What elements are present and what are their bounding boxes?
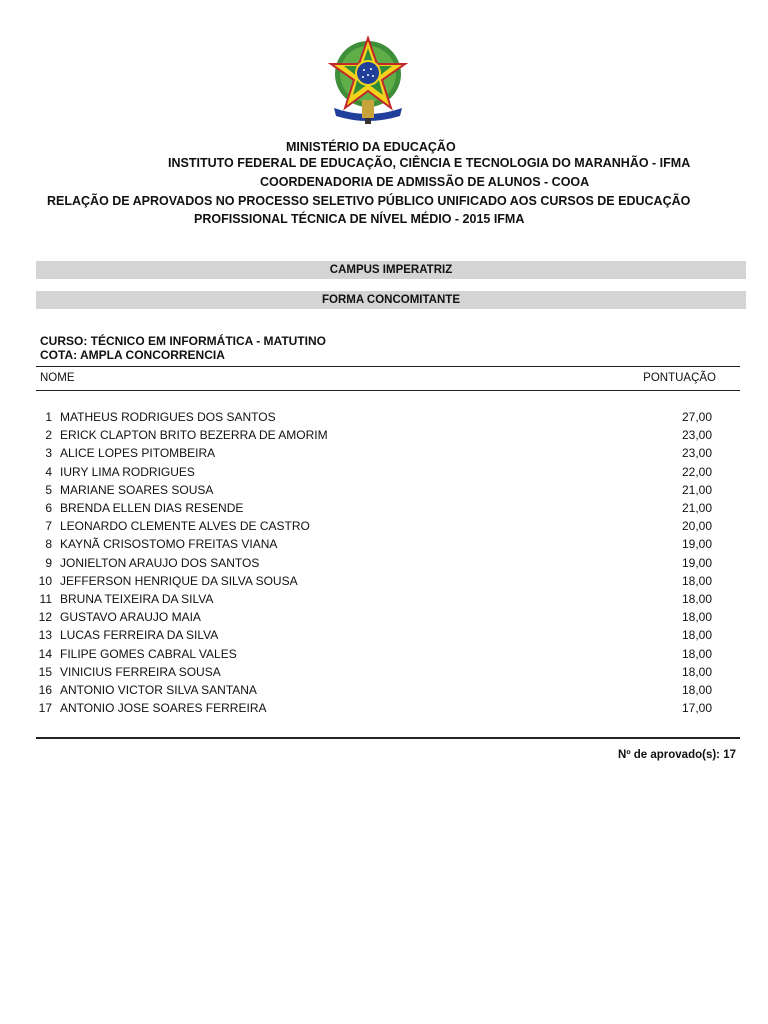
row-rank: 11 [39,592,52,606]
table-row [36,590,712,608]
table-row [36,645,712,663]
table-row [36,444,712,462]
row-rank: 12 [38,610,52,625]
table-bottom-rule [36,737,740,739]
row-rank: 8 [45,537,52,552]
table-row [36,608,712,626]
row-score: 23,00 [681,446,712,461]
row-name: KAYNÃ CRISOSTOMO FREITAS VIANA [60,537,278,552]
row-score: 18,00 [681,664,712,679]
row-score: 27,00 [681,410,712,424]
table-row [36,699,712,717]
brazil-coat-of-arms-icon [326,34,410,126]
table-header-rule [36,390,740,391]
table-row [36,408,712,426]
document-title-line2: PROFISSIONAL TÉCNICA DE NÍVEL MÉDIO - 2015 IFMA [194,212,525,226]
row-score: 20,00 [681,519,712,534]
table-top-rule [36,366,740,367]
table-row [36,535,712,553]
ministry-heading: MINISTÉRIO DA EDUCAÇÃO [286,140,456,154]
campus-band: CAMPUS IMPERATRIZ [36,261,746,279]
approved-count: Nº de aprovado(s): 17 [618,749,736,761]
row-rank: 10 [38,573,52,588]
table-row [36,426,712,444]
row-name: ANTONIO JOSE SOARES FERREIRA [60,701,267,716]
row-rank: 4 [45,464,52,479]
row-score: 23,00 [681,428,712,443]
row-name: JONIELTON ARAUJO DOS SANTOS [60,555,260,570]
row-name: MATHEUS RODRIGUES DOS SANTOS [60,410,276,424]
row-name: LUCAS FERREIRA DA SILVA [60,628,219,643]
row-score: 18,00 [681,610,712,625]
row-name: ALICE LOPES PITOMBEIRA [60,446,216,461]
row-score: 19,00 [681,537,712,552]
row-score: 18,00 [681,573,712,588]
row-rank: 9 [45,555,52,570]
row-name: GUSTAVO ARAUJO MAIA [60,610,201,625]
quota-label: COTA: AMPLA CONCORRENCIA [40,348,225,362]
forma-band: FORMA CONCOMITANTE [36,291,746,309]
table-row [36,681,712,699]
row-rank: 3 [45,446,52,461]
table-row [36,481,712,499]
table-row [36,572,712,590]
row-rank: 16 [38,683,52,697]
row-score: 18,00 [681,628,712,643]
row-rank: 1 [45,410,52,424]
row-score: 21,00 [681,501,712,515]
row-name: IURY LIMA RODRIGUES [60,464,195,479]
row-rank: 13 [38,628,52,643]
row-rank: 17 [38,701,52,716]
table-row [36,626,712,644]
row-name: FILIPE GOMES CABRAL VALES [60,646,237,661]
row-score: 17,00 [681,701,712,716]
row-score: 18,00 [681,592,712,606]
table-row [36,517,712,535]
row-name: BRUNA TEIXEIRA DA SILVA [60,592,214,606]
row-score: 19,00 [681,555,712,570]
column-header-score: PONTUAÇÃO [643,372,716,384]
row-rank: 5 [45,482,52,497]
row-rank: 14 [38,646,52,661]
table-row [36,554,712,572]
document-title-line1: RELAÇÃO DE APROVADOS NO PROCESSO SELETIVO PÚBLICO UNIFICADO AOS CURSOS DE EDUCAÇÃO [47,194,691,208]
row-name: JEFFERSON HENRIQUE DA SILVA SOUSA [60,573,298,588]
table-row [36,463,712,481]
row-rank: 7 [45,519,52,534]
table-row [36,499,712,517]
row-name: ERICK CLAPTON BRITO BEZERRA DE AMORIM [60,428,328,443]
row-name: ANTONIO VICTOR SILVA SANTANA [60,683,257,697]
institute-heading: INSTITUTO FEDERAL DE EDUCAÇÃO, CIÊNCIA E TECNOLOGIA DO MARANHÃO - IFMA [168,156,691,170]
row-rank: 6 [45,501,52,515]
row-name: LEONARDO CLEMENTE ALVES DE CASTRO [60,519,310,534]
column-header-name: NOME [40,372,75,384]
table-row [36,663,712,681]
department-heading: COORDENADORIA DE ADMISSÃO DE ALUNOS - COOA [260,175,590,189]
row-rank: 15 [38,664,52,679]
row-name: BRENDA ELLEN DIAS RESENDE [60,501,244,515]
course-label: CURSO: TÉCNICO EM INFORMÁTICA - MATUTINO [40,334,326,348]
row-rank: 2 [45,428,52,443]
row-score: 18,00 [681,646,712,661]
row-score: 21,00 [681,482,712,497]
row-score: 22,00 [681,464,712,479]
row-name: MARIANE SOARES SOUSA [60,482,214,497]
row-score: 18,00 [681,683,712,697]
row-name: VINICIUS FERREIRA SOUSA [60,664,221,679]
